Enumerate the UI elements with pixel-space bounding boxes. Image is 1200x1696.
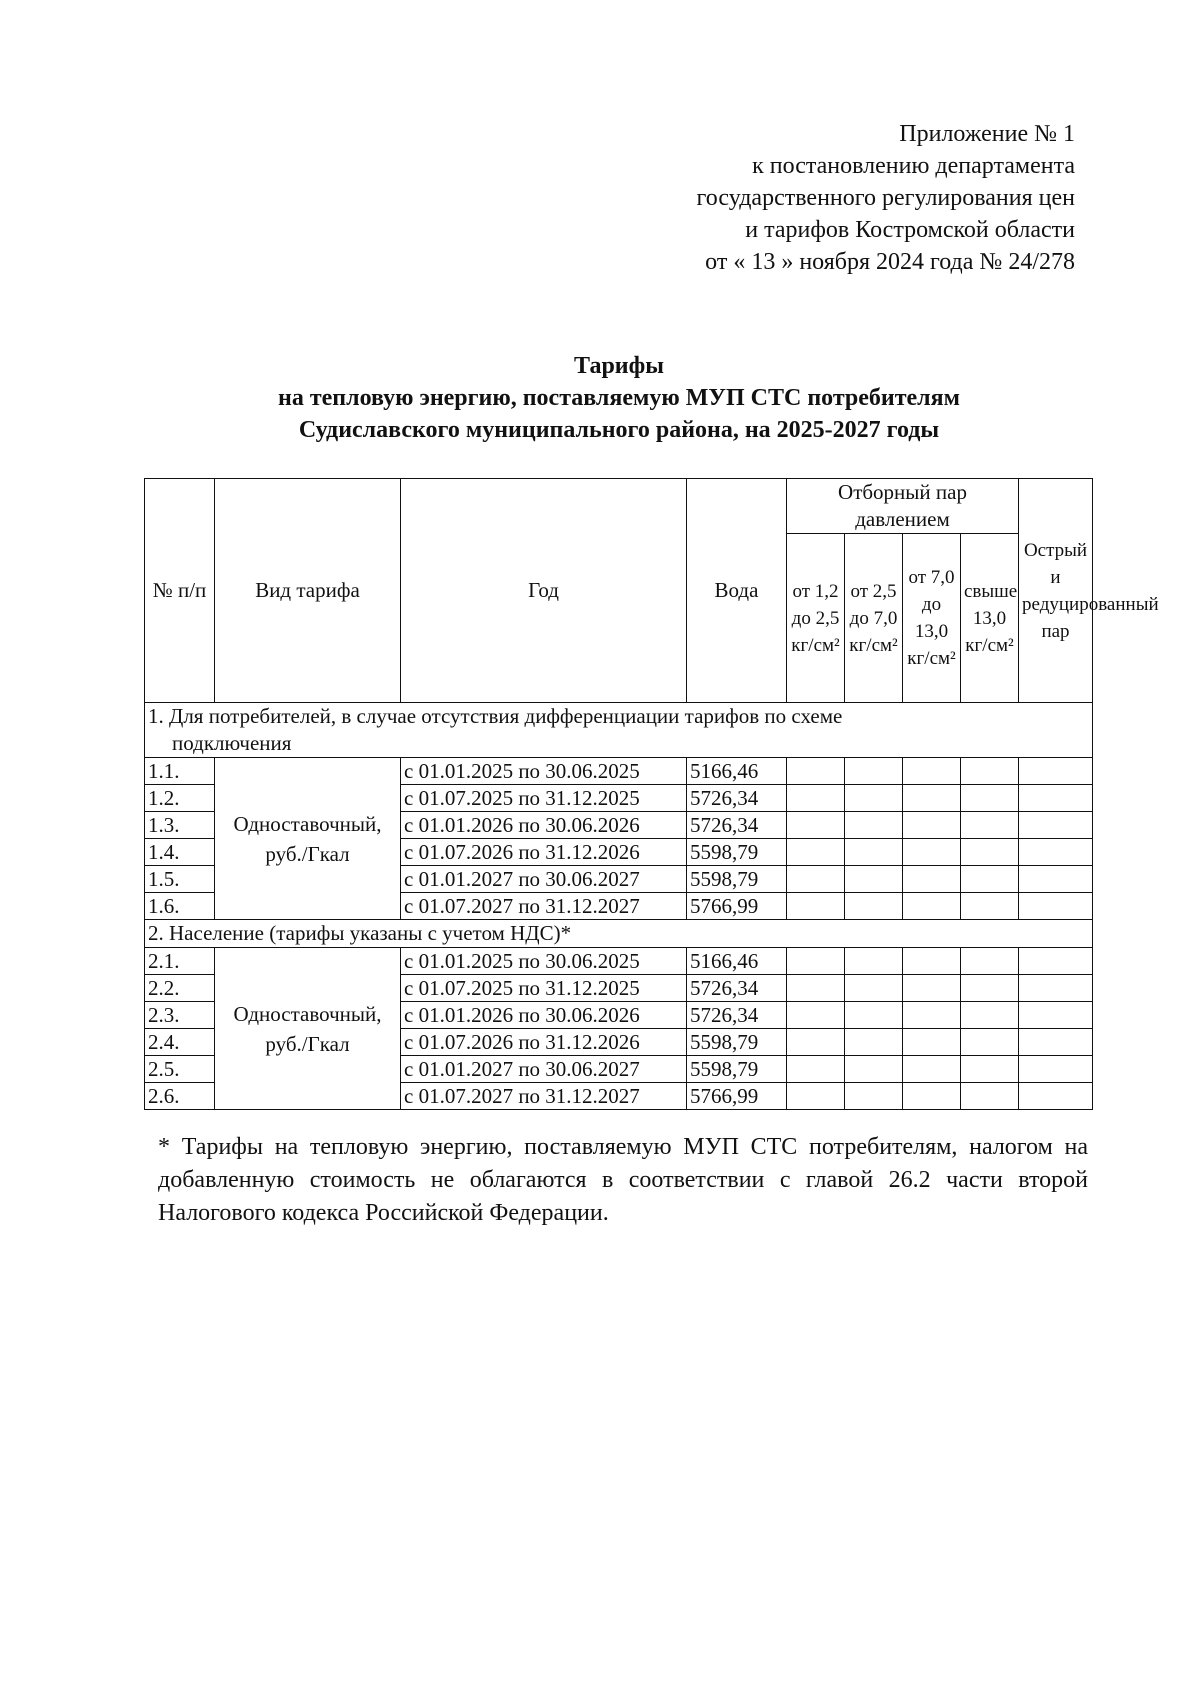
section-row [145,920,1093,948]
empty-cell [787,948,845,975]
period-cell: с 01.07.2026 по 31.12.2026 [401,839,687,866]
empty-cell [903,975,961,1002]
empty-cell [903,839,961,866]
empty-cell [787,758,845,785]
empty-cell [1019,1056,1093,1083]
appendix-region: и тарифов Костромской области [745,217,1075,243]
period-cell: с 01.07.2025 по 31.12.2025 [401,785,687,812]
period-cell: с 01.07.2027 по 31.12.2027 [401,1083,687,1110]
empty-cell [961,1083,1019,1110]
water-value: 5598,79 [687,866,787,893]
empty-cell [903,1029,961,1056]
row-number: 1.1. [145,758,215,785]
empty-cell [1019,1083,1093,1110]
period-cell: с 01.01.2025 по 30.06.2025 [401,758,687,785]
empty-cell [1019,975,1093,1002]
row-number: 2.4. [145,1029,215,1056]
empty-cell [961,812,1019,839]
section-title [145,703,1093,758]
water-value: 5726,34 [687,812,787,839]
empty-cell [961,893,1019,920]
period-cell: с 01.01.2025 по 30.06.2025 [401,948,687,975]
empty-cell [961,1002,1019,1029]
empty-cell [845,758,903,785]
row-number: 2.1. [145,948,215,975]
empty-cell [1019,1002,1093,1029]
water-value: 5166,46 [687,948,787,975]
empty-cell [1019,893,1093,920]
row-number: 1.3. [145,812,215,839]
period-cell: с 01.07.2025 по 31.12.2025 [401,975,687,1002]
row-number: 1.6. [145,893,215,920]
header-steam-group: Отборный пар давлением [787,479,1019,534]
title-main: Тарифы [574,353,664,379]
empty-cell [1019,948,1093,975]
water-value: 5166,46 [687,758,787,785]
empty-cell [787,975,845,1002]
period-cell: с 01.07.2026 по 31.12.2026 [401,1029,687,1056]
period-cell: с 01.01.2027 по 30.06.2027 [401,1056,687,1083]
empty-cell [787,839,845,866]
header-year: Год [401,479,687,703]
document-title [144,350,1094,446]
appendix-header [697,118,1075,278]
empty-cell [903,866,961,893]
row-number: 2.6. [145,1083,215,1110]
title-scope: Судиславского муниципального района, на 2025-2027 годы [298,417,940,443]
tariff-type-cell: Одноставочный, руб./Гкал [215,948,401,1110]
section-title [145,920,1093,948]
empty-cell [903,893,961,920]
table-row [145,948,1093,975]
header-sharp-steam: Острый и редуцированный пар [1019,479,1093,703]
section-title-text: 2. Население (тарифы указаны с учетом НДС)* [148,921,572,945]
section-title-continuation: подключения [172,731,292,755]
header-num: № п/п [145,479,215,703]
empty-cell [961,948,1019,975]
water-value: 5598,79 [687,1056,787,1083]
empty-cell [1019,785,1093,812]
empty-cell [845,839,903,866]
empty-cell [903,785,961,812]
empty-cell [787,1056,845,1083]
empty-cell [845,1083,903,1110]
table-row [145,758,1093,785]
empty-cell [1019,866,1093,893]
header-steam-2-5-7: от 2,5 до 7,0 кг/см² [845,534,903,703]
water-value: 5726,34 [687,785,787,812]
row-number: 1.4. [145,839,215,866]
empty-cell [845,948,903,975]
appendix-department: государственного регулирования цен [696,185,1075,211]
header-steam-1-2-5: от 1,2 до 2,5 кг/см² [787,534,845,703]
appendix-reference: к постановлению департамента [752,153,1075,179]
water-value: 5766,99 [687,893,787,920]
header-steam-7-13: от 7,0 до 13,0 кг/см² [903,534,961,703]
water-value: 5766,99 [687,1083,787,1110]
appendix-number: Приложение № 1 [899,121,1075,147]
empty-cell [903,1056,961,1083]
row-number: 2.3. [145,1002,215,1029]
empty-cell [903,1083,961,1110]
empty-cell [787,1083,845,1110]
period-cell: с 01.07.2027 по 31.12.2027 [401,893,687,920]
appendix-date-number: от « 13 » ноября 2024 года № 24/278 [705,249,1075,275]
empty-cell [903,948,961,975]
section-row [145,703,1093,758]
empty-cell [845,785,903,812]
water-value: 5598,79 [687,1029,787,1056]
header-steam-over-13: свыше 13,0 кг/см² [961,534,1019,703]
row-number: 1.5. [145,866,215,893]
empty-cell [961,866,1019,893]
empty-cell [787,1002,845,1029]
water-value: 5726,34 [687,975,787,1002]
empty-cell [961,975,1019,1002]
empty-cell [845,1029,903,1056]
empty-cell [787,1029,845,1056]
footnote: * Тарифы на тепловую энергию, поставляемую МУП СТС потребителям, налогом на добавленную стоимость не облагаются в соответствии с главой 26.2 части второй Налогового кодекса Российской Федерации. [158,1134,1088,1226]
empty-cell [903,812,961,839]
empty-cell [787,785,845,812]
empty-cell [787,812,845,839]
empty-cell [1019,758,1093,785]
empty-cell [787,893,845,920]
empty-cell [961,1056,1019,1083]
empty-cell [845,893,903,920]
row-number: 2.2. [145,975,215,1002]
tariff-table [144,478,1159,1110]
period-cell: с 01.01.2026 по 30.06.2026 [401,1002,687,1029]
empty-cell [1019,1029,1093,1056]
section-title-text: 1. Для потребителей, в случае отсутствия дифференциации тарифов по схеме [148,704,843,728]
row-number: 2.5. [145,1056,215,1083]
empty-cell [845,812,903,839]
empty-cell [1019,812,1093,839]
empty-cell [961,785,1019,812]
header-water: Вода [687,479,787,703]
empty-cell [845,1002,903,1029]
row-number: 1.2. [145,785,215,812]
empty-cell [961,839,1019,866]
empty-cell [845,1056,903,1083]
empty-cell [845,975,903,1002]
period-cell: с 01.01.2026 по 30.06.2026 [401,812,687,839]
title-subject: на тепловую энергию, поставляемую МУП СТС потребителям [278,385,960,411]
empty-cell [1019,839,1093,866]
empty-cell [845,866,903,893]
tariff-type-cell: Одноставочный, руб./Гкал [215,758,401,920]
water-value: 5726,34 [687,1002,787,1029]
water-value: 5598,79 [687,839,787,866]
period-cell: с 01.01.2027 по 30.06.2027 [401,866,687,893]
header-tariff-type: Вид тарифа [215,479,401,703]
empty-cell [961,1029,1019,1056]
empty-cell [903,758,961,785]
empty-cell [787,866,845,893]
empty-cell [903,1002,961,1029]
empty-cell [961,758,1019,785]
